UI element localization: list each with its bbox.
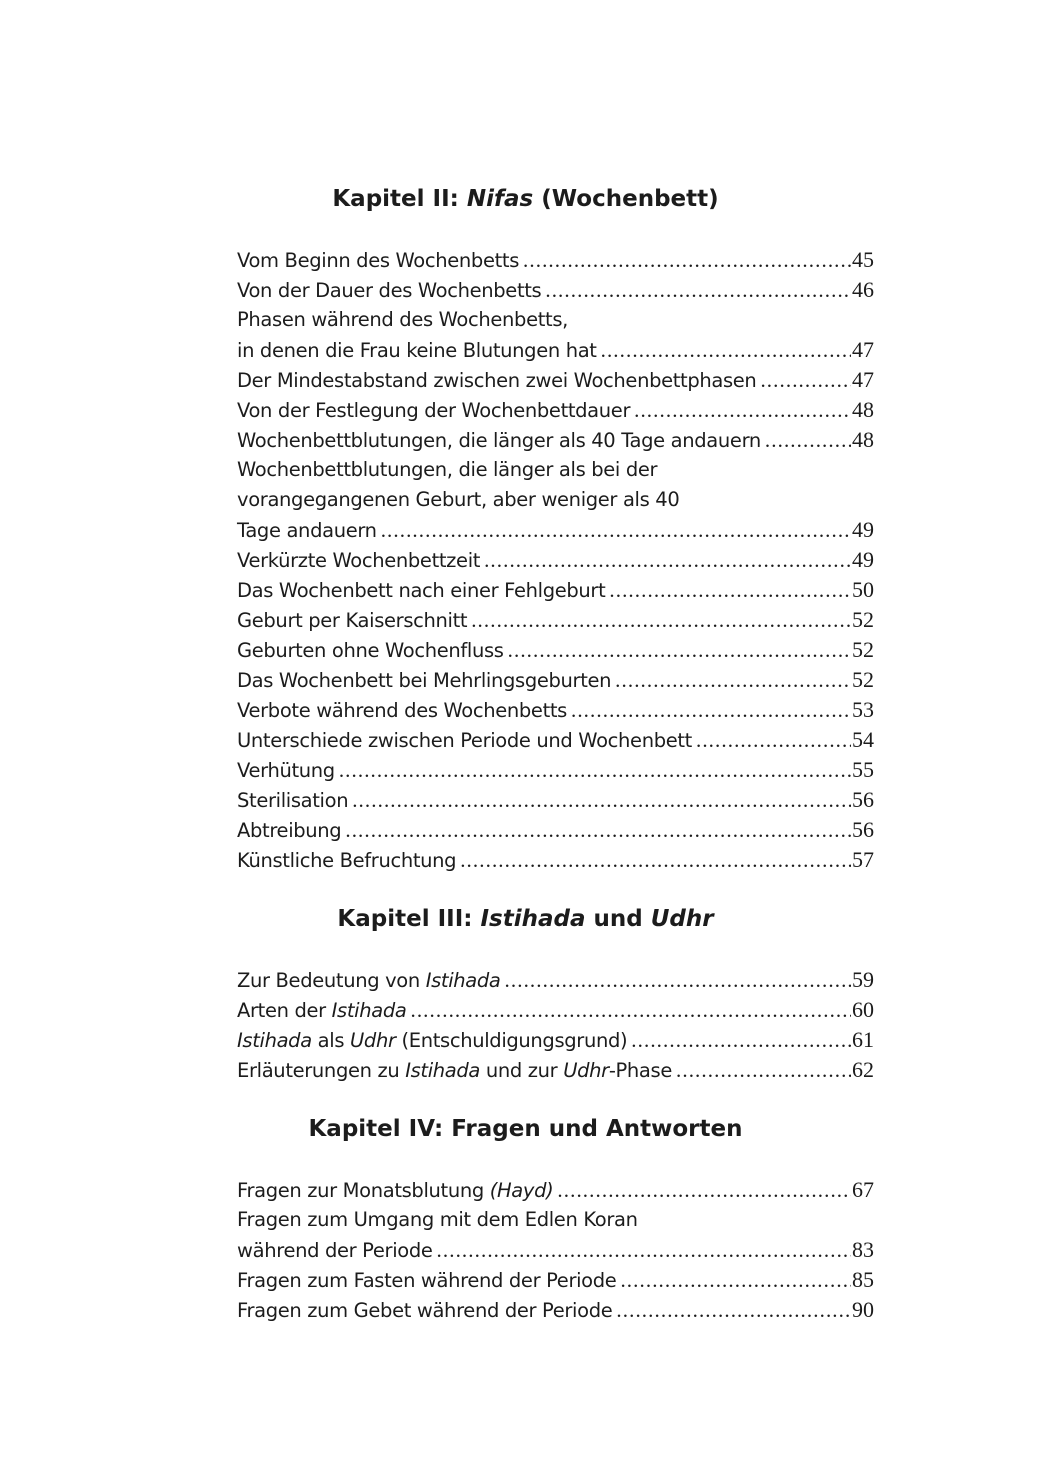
toc-entry[interactable] [237,335,874,365]
dot-leader [484,545,851,575]
page-number: 55 [852,757,874,782]
page-number: 52 [852,637,874,662]
dot-leader [765,425,851,455]
toc-entry-title [237,576,605,606]
page-number: 56 [852,787,874,812]
toc-entry-title [237,246,519,276]
toc-entry[interactable] [237,1265,874,1295]
chapter-heading [207,183,844,215]
toc-entry-title [237,1266,616,1296]
toc-entry-title [237,636,504,666]
page-number: 60 [852,997,874,1022]
toc-entry-title-segment: Arten der [237,999,332,1022]
toc-entry-title [237,786,348,816]
chapter-heading [207,903,844,935]
toc-entry-title [237,366,756,396]
toc-entry-title-segment: Wochenbettblutungen, die länger als 40 Tage andauern [237,429,761,452]
toc-entry[interactable] [237,605,874,635]
toc-entry-title-segment: (Entschuldigungsgrund) [395,1029,628,1052]
toc-entry[interactable] [237,785,874,815]
toc-entry-title-segment: Fragen zum Fasten während der Periode [237,1269,617,1292]
toc-entry-title [237,1296,612,1326]
page-number: 57 [852,847,874,872]
dot-leader [381,515,851,545]
page-number: 50 [852,577,874,602]
chapter-heading-prefix: Kapitel II: [332,186,467,212]
toc-entry-line [237,455,874,485]
toc-entry[interactable] [237,365,874,395]
toc-entry-title-line: Phasen während des Wochenbetts, [237,308,568,331]
toc-entry[interactable] [237,635,874,665]
toc-entry-title-segment: Erläuterungen zu [237,1059,406,1082]
dot-leader [760,365,851,395]
dot-leader [545,275,851,305]
toc-entry-title-segment: Künstliche Befruchtung [237,849,457,872]
toc-entry-title-segment: Unterschiede zwischen Periode und Wochenbett [237,729,692,752]
toc-entry[interactable] [237,995,874,1025]
page-number: 49 [852,547,874,572]
toc-entry-title-segment: Fragen zum Gebet während der Periode [237,1299,613,1322]
page-number: 52 [852,667,874,692]
toc-entry[interactable] [237,1055,874,1085]
toc-entry-title-segment: Istihada [331,999,407,1022]
toc-entry-title-segment: Verbote während des Wochenbetts [237,699,567,722]
toc-entry[interactable] [237,1025,874,1055]
toc-entry[interactable] [237,755,874,785]
toc-entry-title-segment: in denen die Frau keine Blutungen hat [237,339,597,362]
dot-leader [616,1295,851,1325]
page-number: 54 [852,727,874,752]
toc-entry-title-segment: Verhütung [237,759,335,782]
dot-leader [634,395,851,425]
toc-entry-title-segment: Zur Bedeutung von [237,969,426,992]
toc-entry-title-line: Fragen zum Umgang mit dem Edlen Koran [237,1208,638,1231]
dot-leader [352,785,851,815]
toc-entry[interactable] [237,395,874,425]
toc-entry-title-segment: Geburt per Kaiserschnitt [237,609,468,632]
chapter-heading-middle: und [585,906,651,932]
toc-entry-title [237,546,480,576]
dot-leader [437,1235,851,1265]
dot-leader [696,725,851,755]
page-number: 46 [852,277,874,302]
toc-entry-title-segment: Udhr [350,1029,396,1052]
toc-entry-title [237,756,335,786]
page-number: 62 [852,1057,874,1082]
toc-entry-title-segment: und zur [480,1059,564,1082]
toc-entry-title-segment: Das Wochenbett nach einer Fehlgeburt [237,579,606,602]
page-number: 49 [852,517,874,542]
dot-leader [523,245,851,275]
toc-entry-title [237,516,377,546]
dot-leader [471,605,851,635]
toc-entry[interactable] [237,665,874,695]
toc-entry-title-line: vorangegangenen Geburt, aber weniger als 40 [237,488,680,511]
toc-entry-title-segment: Vom Beginn des Wochenbetts [237,249,520,272]
chapter-heading-emphasis-2: Udhr [650,906,714,932]
toc-entry-title-segment: als [311,1029,350,1052]
toc-entry[interactable] [237,845,874,875]
toc-entry-title [237,666,611,696]
dot-leader [620,1265,851,1295]
toc-entry-title [237,426,761,456]
toc-list [237,1175,874,1325]
toc-entry-title-segment: während der Periode [237,1239,433,1262]
toc-entry-title-segment: Das Wochenbett bei Mehrlingsgeburten [237,669,612,692]
toc-entry-title-segment: Von der Dauer des Wochenbetts [237,279,542,302]
toc-entry-line [237,305,874,335]
toc-entry[interactable] [237,245,874,275]
toc-entry-title [237,816,341,846]
toc-entry-title-segment: Der Mindestabstand zwischen zwei Wochenbettphasen [237,369,757,392]
dot-leader [410,995,851,1025]
dot-leader [615,665,851,695]
dot-leader [557,1175,851,1205]
toc-entry[interactable] [237,1295,874,1325]
toc-entry-title [237,996,406,1026]
toc-entry-title-segment: Von der Festlegung der Wochenbettdauer [237,399,631,422]
toc-entry-title-segment: Istihada [237,1029,312,1052]
toc-entry-line [237,1205,874,1235]
page-number: 83 [852,1237,874,1262]
dot-leader [508,635,851,665]
toc-entry-title-segment: Tage andauern [237,519,377,542]
toc-entry-title [237,606,467,636]
toc-entry-title-segment: Fragen zur Monatsblutung [237,1179,490,1202]
dot-leader [609,575,851,605]
dot-leader [571,695,851,725]
toc-entry-title [237,336,597,366]
page-number: 47 [852,367,874,392]
toc-entry-title [237,696,567,726]
chapter-heading-prefix: Kapitel IV: Fragen und Antworten [308,1116,743,1142]
page-number: 53 [852,697,874,722]
page-number: 85 [852,1267,874,1292]
toc-entry[interactable] [237,1235,874,1265]
toc-entry-title-segment: Verkürzte Wochenbettzeit [237,549,481,572]
toc-entry[interactable] [237,1175,874,1205]
toc-entry-title [237,1176,553,1206]
toc-entry[interactable] [237,725,874,755]
dot-leader [339,755,851,785]
page-number: 56 [852,817,874,842]
toc-entry-title [237,726,692,756]
toc-entry[interactable] [237,575,874,605]
toc-entry-title [237,966,501,996]
toc-entry-title-segment: Udhr [563,1059,609,1082]
toc-entry-title [237,396,630,426]
toc-entry-title [237,1056,672,1086]
toc-entry-title-segment: Istihada [405,1059,481,1082]
toc-entry-title [237,846,456,876]
dot-leader [676,1055,851,1085]
page-number: 48 [852,397,874,422]
page-number: 67 [852,1177,874,1202]
page-number: 61 [852,1027,874,1052]
toc-entry[interactable] [237,515,874,545]
dot-leader [631,1025,851,1055]
toc-entry[interactable] [237,425,874,455]
toc-entry[interactable] [237,695,874,725]
toc-entry[interactable] [237,275,874,305]
page-number: 90 [852,1297,874,1322]
toc-entry-title-segment: Sterilisation [237,789,349,812]
page-number: 52 [852,607,874,632]
toc-entry[interactable] [237,545,874,575]
toc-list [237,965,874,1085]
toc-entry-title-segment: Abtreibung [237,819,342,842]
toc-entry-title-segment: Geburten ohne Wochenfluss [237,639,504,662]
toc-entry-title-segment: (Hayd) [489,1179,554,1202]
page-number: 47 [852,337,874,362]
chapter-heading-suffix: (Wochenbett) [533,186,719,212]
chapter-heading-prefix: Kapitel III: [337,906,481,932]
dot-leader [505,965,851,995]
page-number: 45 [852,247,874,272]
page-number: 59 [852,967,874,992]
toc-list [237,245,874,875]
toc-entry-title-segment: -Phase [608,1059,672,1082]
toc-entry-title [237,1236,433,1266]
toc-entry-title-line: Wochenbettblutungen, die länger als bei der [237,458,658,481]
toc-entry-title [237,1026,627,1056]
chapter-heading-emphasis: Nifas [466,186,534,212]
toc-entry[interactable] [237,815,874,845]
toc-entry-line [237,485,874,515]
dot-leader [460,845,851,875]
toc-entry-title-segment: Istihada [425,969,501,992]
chapter-heading-emphasis: Istihada [480,906,586,932]
page-number: 48 [852,427,874,452]
dot-leader [601,335,851,365]
toc-entry[interactable] [237,965,874,995]
dot-leader [345,815,851,845]
chapter-heading [207,1113,844,1145]
toc-entry-title [237,276,541,306]
